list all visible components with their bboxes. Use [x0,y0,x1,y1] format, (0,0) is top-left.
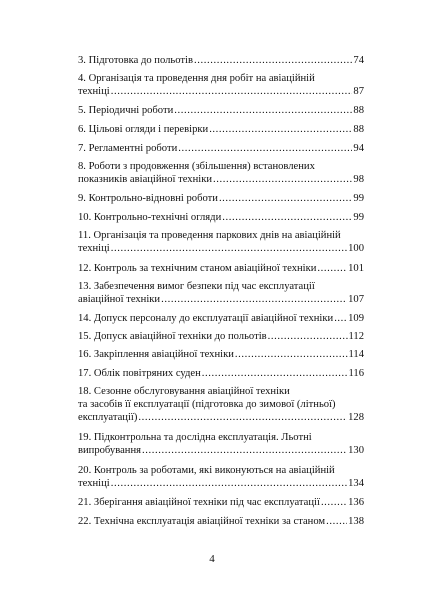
toc-entry-title: 6. Цільові огляди і перевірки [78,124,209,135]
toc-entry-title: 15. Допуск авіаційної техніки до польотів [78,331,267,342]
toc-leader-dots [334,312,347,325]
toc-entry [78,142,364,155]
toc-leader-dots [321,496,347,509]
toc-entry-title: випробування [78,445,141,456]
toc-entry-line [78,398,364,411]
toc-entry-title: 10. Контрольно-технічні огляди [78,212,222,223]
toc-entry-title: 12. Контроль за технічним станом авіаційної техніки [78,263,317,274]
toc-leader-dots [161,293,347,306]
toc-entry [78,496,364,509]
toc-entry-title: авіаційної техніки [78,294,161,305]
toc-entry-line [78,242,364,255]
toc-entry-line [78,411,364,424]
toc-entry [78,367,364,380]
toc-leader-dots [209,123,352,136]
toc-entry [78,72,364,98]
toc-entry-line [78,477,364,490]
toc-page-number: 134 [348,478,364,489]
page-number: 4 [209,553,215,565]
toc-entry [78,515,364,528]
toc-entry [78,280,364,306]
toc-entry-line [78,293,364,306]
toc-leader-dots [268,330,348,343]
toc-entry-line [78,312,364,325]
toc-entry-line [78,85,364,98]
toc-page-number: 74 [353,55,364,66]
toc-entry-line [78,330,364,343]
toc-entry-line [78,262,364,275]
toc-entry-line [78,173,364,186]
toc-page-number: 136 [348,497,364,508]
toc-entry-title: експлуатації) [78,412,138,423]
toc-page-number: 130 [348,445,364,456]
toc-leader-dots [213,173,352,186]
toc-page-number: 114 [348,349,364,360]
toc-leader-dots [235,348,348,361]
toc-entry-line [78,54,364,67]
toc-leader-dots [326,515,347,528]
toc-leader-dots [138,411,347,424]
toc-page-number: 138 [348,516,364,527]
toc-entry-title-first-line: 8. Роботи з продовження (збільшення) встановлених [78,161,315,172]
toc-entry-line [78,431,364,444]
toc-entry-title-first-line: 18. Сезонне обслуговування авіаційної техніки [78,386,290,397]
toc-leader-dots [111,477,347,490]
toc-leader-dots [178,142,352,155]
toc-entry [78,431,364,457]
toc-entry-line [78,72,364,85]
toc-page-number: 99 [353,193,364,204]
toc-entry [78,312,364,325]
toc-entry-title: 3. Підготовка до польотів [78,55,193,66]
toc-entry-line [78,192,364,205]
toc-entry-title: 17. Облік повітряних суден [78,368,201,379]
toc-leader-dots [174,104,352,117]
toc-entry-title: 7. Регламентні роботи [78,143,178,154]
toc-page-number: 94 [353,143,364,154]
toc-leader-dots [111,242,347,255]
toc-entry [78,211,364,224]
toc-entry-line [78,104,364,117]
toc-entry-line [78,142,364,155]
toc-entry-title: техніці [78,478,110,489]
toc-entry [78,123,364,136]
toc-entry-line [78,229,364,242]
toc-entry-line [78,211,364,224]
toc-entry-title-first-line: 11. Організація та проведення паркових днів на авіаційній [78,230,341,241]
toc-entry [78,262,364,275]
toc-entry-line [78,464,364,477]
toc-page-number: 109 [348,313,364,324]
toc-page-number: 101 [348,263,364,274]
toc-entry [78,330,364,343]
toc-entry-title: показників авіаційної техніки [78,174,213,185]
toc-page-number: 128 [348,412,364,423]
toc-entry [78,160,364,186]
toc-entry-line [78,515,364,528]
toc-entry-title: техніці [78,243,110,254]
toc-entry-title: 22. Технічна експлуатація авіаційної техніки за станом [78,516,326,527]
toc-leader-dots [317,262,347,275]
toc-entry-title-first-line: 4. Організація та проведення дня робіт на авіаційній [78,73,315,84]
toc-entry [78,348,364,361]
toc-entry-title: 5. Періодичні роботи [78,105,174,116]
toc-entry-line [78,123,364,136]
toc-entry-line [78,444,364,457]
toc-entry-title: 9. Контрольно-відновні роботи [78,193,218,204]
toc-entry-title-first-line: 20. Контроль за роботами, які виконуються на авіаційній [78,465,335,476]
toc-entry-line [78,385,364,398]
toc-entry-line [78,496,364,509]
toc-leader-dots [194,54,352,67]
toc-leader-dots [219,192,352,205]
toc-page-number: 87 [353,86,364,97]
toc-page-number: 88 [353,105,364,116]
toc-entry-title: 14. Допуск персоналу до експлуатації авіаційної техніки [78,313,334,324]
toc-entry-title: техніці [78,86,110,97]
toc-page-number: 98 [353,174,364,185]
toc-page-number: 100 [348,243,364,254]
toc-entry-line [78,367,364,380]
toc-entry [78,385,364,424]
toc-entry-title-first-line: 13. Забезпечення вимог безпеки під час експлуатації [78,281,315,292]
toc-page-number: 88 [353,124,364,135]
toc-entry [78,54,364,67]
toc-entry-line [78,280,364,293]
toc-entry-line [78,348,364,361]
toc-entry-title-middle-line: та засобів її експлуатації (підготовка до зимової (літньої) [78,399,336,410]
toc-page-number: 116 [348,368,364,379]
toc-entry-title-first-line: 19. Підконтрольна та дослідна експлуатація. Льотні [78,432,312,443]
toc-entry-line [78,160,364,173]
toc-leader-dots [111,85,353,98]
toc-entry [78,464,364,490]
toc-entry [78,192,364,205]
toc-entry [78,104,364,117]
toc-page-number: 112 [348,331,364,342]
toc-leader-dots [202,367,348,380]
toc-leader-dots [222,211,352,224]
toc-entry-title: 16. Закріплення авіаційної техніки [78,349,234,360]
toc-page-number: 107 [348,294,364,305]
toc-entry [78,229,364,255]
toc-page-number: 99 [353,212,364,223]
toc-entry-title: 21. Зберігання авіаційної техніки під час експлуатації [78,497,320,508]
toc-leader-dots [142,444,347,457]
